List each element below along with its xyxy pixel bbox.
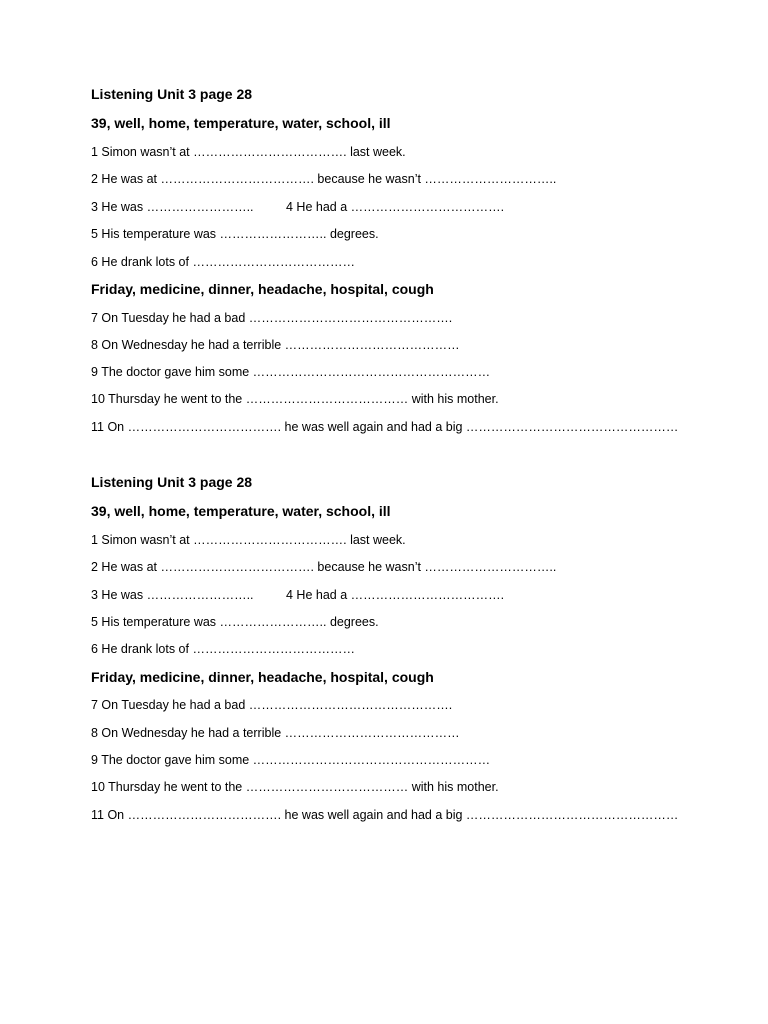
question-4: 4 He had a ………………………………. bbox=[286, 200, 505, 214]
question-5: 5 His temperature was …………………….. degrees. bbox=[91, 227, 379, 241]
word-bank-2: Friday, medicine, dinner, headache, hospital, cough bbox=[91, 669, 434, 685]
question-11: 11 On ………………………………. he was well again and had a big …………………………………………… bbox=[91, 808, 679, 822]
question-8: 8 On Wednesday he had a terrible …………………………………… bbox=[91, 726, 460, 740]
question-3: 3 He was …………………….. bbox=[91, 588, 254, 602]
question-2: 2 He was at ………………………………. because he wasn’t ………………………….. bbox=[91, 172, 557, 186]
question-6: 6 He drank lots of ………………………………… bbox=[91, 642, 355, 656]
question-10: 10 Thursday he went to the ………………………………… with his mother. bbox=[91, 392, 499, 406]
question-7: 7 On Tuesday he had a bad …………………………………………. bbox=[91, 311, 453, 325]
question-1: 1 Simon wasn’t at ………………………………. last week. bbox=[91, 533, 406, 547]
question-1: 1 Simon wasn’t at ………………………………. last week. bbox=[91, 145, 406, 159]
question-4: 4 He had a ………………………………. bbox=[286, 588, 505, 602]
question-9: 9 The doctor gave him some ………………………………………………… bbox=[91, 753, 491, 767]
word-bank-1: 39, well, home, temperature, water, school, ill bbox=[91, 115, 391, 131]
question-11: 11 On ………………………………. he was well again and had a big …………………………………………… bbox=[91, 420, 679, 434]
question-8: 8 On Wednesday he had a terrible …………………………………… bbox=[91, 338, 460, 352]
question-10: 10 Thursday he went to the ………………………………… with his mother. bbox=[91, 780, 499, 794]
question-7: 7 On Tuesday he had a bad …………………………………………. bbox=[91, 698, 453, 712]
section-title: Listening Unit 3 page 28 bbox=[91, 86, 253, 102]
word-bank-1: 39, well, home, temperature, water, school, ill bbox=[91, 503, 391, 519]
section-title: Listening Unit 3 page 28 bbox=[91, 474, 253, 490]
question-row-3-4 bbox=[91, 200, 505, 214]
question-5: 5 His temperature was …………………….. degrees. bbox=[91, 615, 379, 629]
question-row-3-4 bbox=[91, 588, 505, 602]
question-9: 9 The doctor gave him some ………………………………………………… bbox=[91, 365, 491, 379]
question-3: 3 He was …………………….. bbox=[91, 200, 254, 214]
word-bank-2: Friday, medicine, dinner, headache, hospital, cough bbox=[91, 281, 434, 297]
question-2: 2 He was at ………………………………. because he wasn’t ………………………….. bbox=[91, 560, 557, 574]
question-6: 6 He drank lots of ………………………………… bbox=[91, 255, 355, 269]
